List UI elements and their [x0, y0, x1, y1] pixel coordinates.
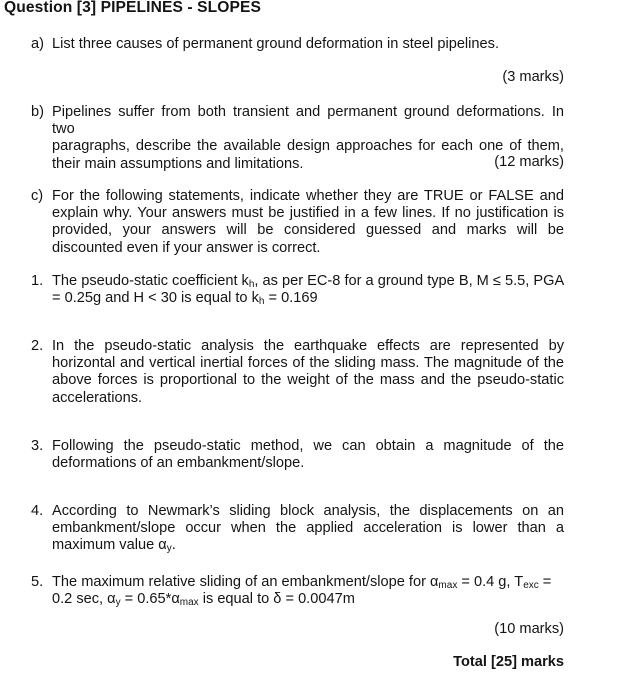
part-a-marks: (3 marks) — [502, 69, 564, 85]
part-b-line: their main assumptions and limitations. — [52, 155, 304, 172]
text-run: 0.2 sec, α — [52, 591, 116, 608]
text-run: = 0.169 — [264, 290, 318, 307]
statement-5-text — [52, 574, 564, 608]
statement-number: 2. — [31, 338, 44, 354]
question-title: Question [3] PIPELINES - SLOPES — [4, 0, 261, 16]
text-run: maximum value α — [52, 537, 167, 554]
text-run: is equal to δ = 0.0047m — [198, 591, 355, 608]
statement-2-line: accelerations. — [52, 389, 143, 406]
statement-number: 1. — [31, 273, 44, 289]
statement-5-line — [52, 591, 564, 608]
part-b-label: b) — [31, 104, 44, 120]
statement-2-line: above forces is proportional to the weight of the mass and the pseudo-static — [52, 372, 564, 389]
text-run: = 0.25g and H < 30 is equal to k — [52, 290, 259, 307]
part-c-text — [52, 188, 564, 257]
text-run: The maximum relative sliding of an embankment/slope for α — [52, 574, 439, 590]
subscript: y — [166, 543, 172, 555]
statement-5-line — [52, 574, 564, 591]
subscript: h — [258, 296, 265, 308]
statement-number: 3. — [31, 438, 44, 454]
subscript: max — [179, 597, 199, 609]
statement-1-text — [52, 273, 564, 307]
statement-4-line: According to Newmark’s sliding block analysis, the displacements on an — [52, 503, 564, 519]
part-c-line: For the following statements, indicate whether they are TRUE or FALSE and — [52, 188, 564, 204]
statement-2-line: horizontal and vertical inertial forces of the sliding mass. The magnitude of the — [52, 355, 564, 372]
part-c-line: discounted even if your answer is correct. — [52, 239, 321, 256]
statement-number: 5. — [31, 574, 44, 590]
statement-4-line: embankment/slope occur when the applied acceleration is lower than a — [52, 520, 564, 537]
part-b-line: paragraphs, describe the available design approaches for each one of them, — [52, 138, 564, 155]
part-c-label: c) — [31, 188, 44, 204]
statement-3-line: deformations of an embankment/slope. — [52, 455, 305, 472]
text-run: = 0.4 g, T — [457, 574, 524, 590]
part-c-line: explain why. Your answers must be justified in a few lines. If no justification is — [52, 205, 564, 222]
text-run: = 0.65*α — [120, 591, 180, 608]
statement-number: 4. — [31, 503, 44, 519]
statement-1-line — [52, 290, 564, 307]
part-a-text: List three causes of permanent ground deformation in steel pipelines. — [52, 36, 499, 52]
statement-1-line — [52, 273, 564, 290]
statement-4-text — [52, 503, 564, 555]
text-run: . — [171, 537, 176, 554]
part-b-text — [52, 104, 564, 173]
part-b-marks: (12 marks) — [494, 154, 564, 170]
subscript: max — [438, 580, 458, 591]
subscript: y — [115, 597, 121, 609]
text-run: = — [538, 574, 552, 590]
part-c-line: provided, your answers will be considered guessed and marks will be — [52, 222, 564, 239]
total-marks: Total [25] marks — [453, 654, 564, 670]
statement-3-text — [52, 438, 564, 472]
subscript: h — [248, 279, 255, 290]
part-b-line: Pipelines suffer from both transient and permanent ground deformations. In two — [52, 104, 564, 138]
statement-3-line: Following the pseudo-static method, we can obtain a magnitude of the — [52, 438, 564, 454]
statement-2-text — [52, 338, 564, 407]
statement-4-line — [52, 537, 564, 554]
statements-marks: (10 marks) — [494, 621, 564, 637]
statement-2-line: In the pseudo-static analysis the earthquake effects are represented by — [52, 338, 564, 354]
text-run: , as per EC-8 for a ground type B, M ≤ 5.5, PGA — [254, 273, 565, 289]
subscript: exc — [523, 580, 539, 591]
part-a-label: a) — [31, 36, 44, 52]
text-run: The pseudo-static coefficient k — [52, 273, 249, 289]
